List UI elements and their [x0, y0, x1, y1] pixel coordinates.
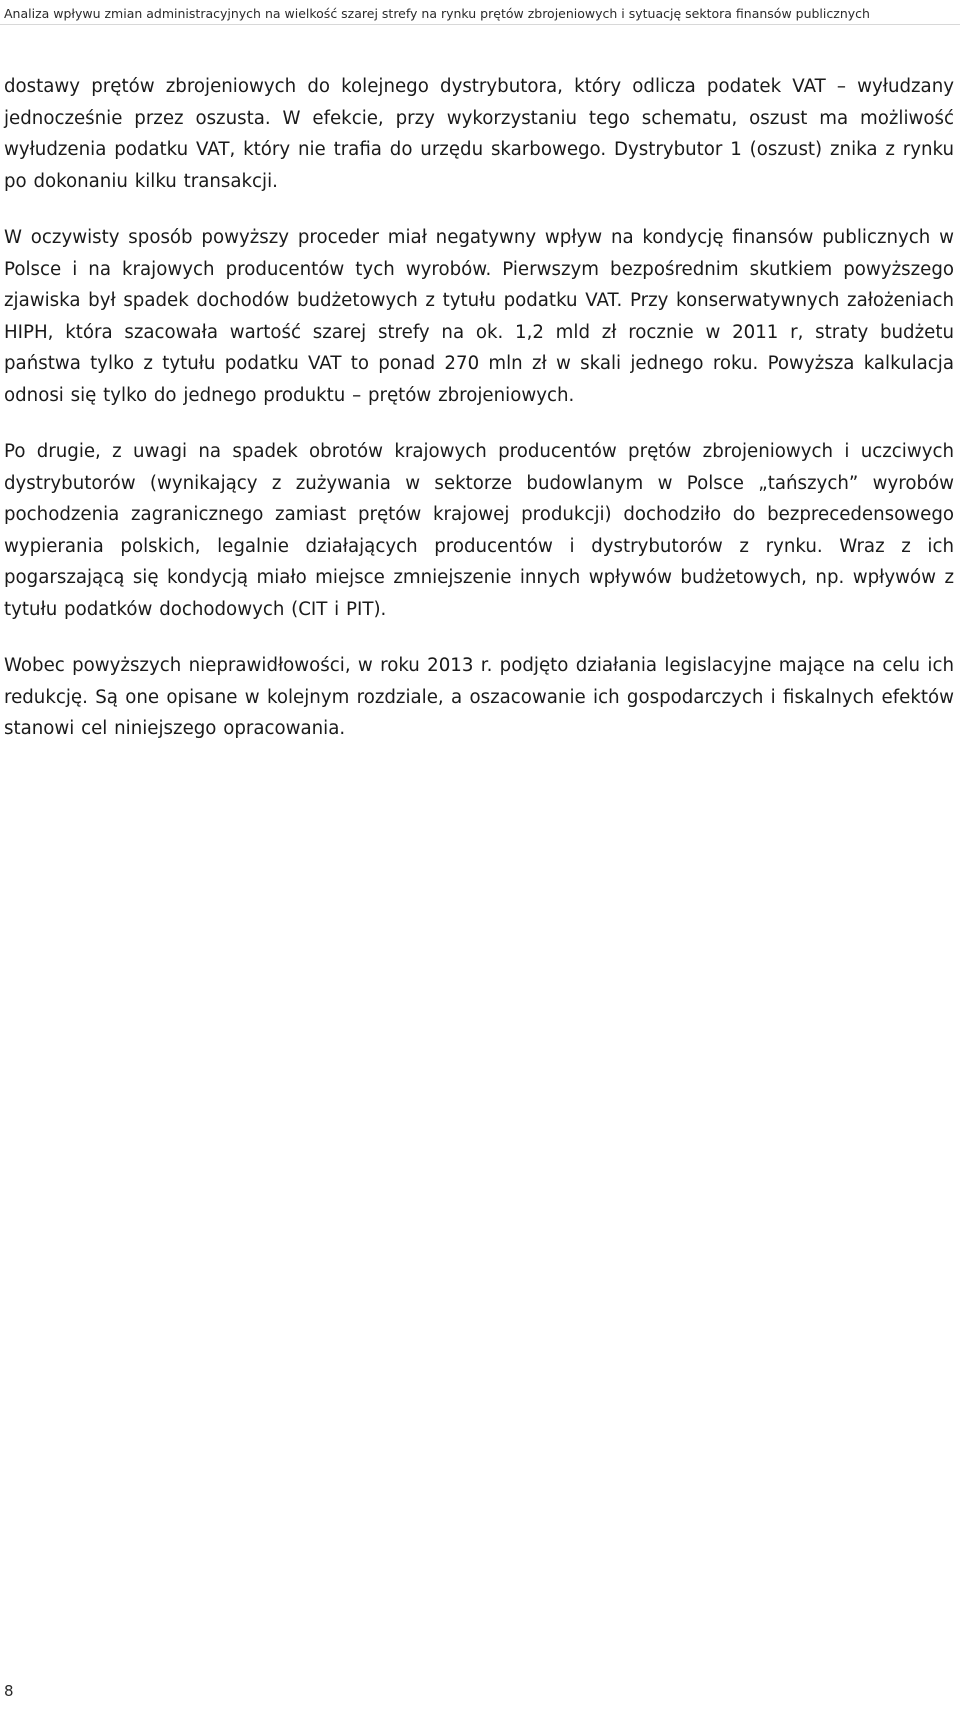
paragraph-1: dostawy prętów zbrojeniowych do kolejnego dystrybutora, który odlicza podatek VAT – wyłudzany jednocześnie przez oszusta. W efekcie, przy wykorzystaniu tego schematu, oszust ma możliwość wyłudzenia podatku VAT, który nie trafia do urzędu skarbowego. Dystrybutor 1 (oszust) znika z rynku po dokonaniu kilku transakcji. [4, 76, 954, 192]
paragraph-2: W oczywisty sposób powyższy proceder miał negatywny wpływ na kondycję finansów publicznych w Polsce i na krajowych producentów tych wyrobów. Pierwszym bezpośrednim skutkiem powyższego zjawiska był spadek dochodów budżetowych z tytułu podatku VAT. Przy konserwatywnych założeniach HIPH, która szacowała wartość szarej strefy na ok. 1,2 mld zł rocznie w 2011 r, straty budżetu państwa tylko z tytułu podatku VAT to ponad 270 mln zł w skali jednego roku. Powyższa kalkulacja odnosi się tylko do jednego produktu – prętów zbrojeniowych. [4, 227, 954, 406]
paragraph-4: Wobec powyższych nieprawidłowości, w roku 2013 r. podjęto działania legislacyjne mające na celu ich redukcję. Są one opisane w kolejnym rozdziale, a oszacowanie ich gospodarczych i fiskalnych efektów stanowi cel niniejszego opracowania. [4, 655, 954, 739]
paragraph-3: Po drugie, z uwagi na spadek obrotów krajowych producentów prętów zbrojeniowych i uczciwych dystrybutorów (wynikający z zużywania w sektorze budowlanym w Polsce „tańszych” wyrobów pochodzenia zagranicznego zamiast prętów krajowej produkcji) dochodziło do bezprecedensowego wypierania polskich, legalnie działających producentów i dystrybutorów z rynku. Wraz z ich pogarszającą się kondycją miało miejsce zmniejszenie innych wpływów budżetowych, np. wpływów z tytułu podatków dochodowych (CIT i PIT). [4, 441, 954, 620]
document-body [4, 71, 954, 770]
header-divider [0, 24, 960, 25]
page-number: 8 [4, 1682, 14, 1700]
running-header: Analiza wpływu zmian administracyjnych na wielkość szarej strefy na rynku prętów zbrojeniowych i sytuację sektora finansów publicznych [4, 6, 870, 21]
